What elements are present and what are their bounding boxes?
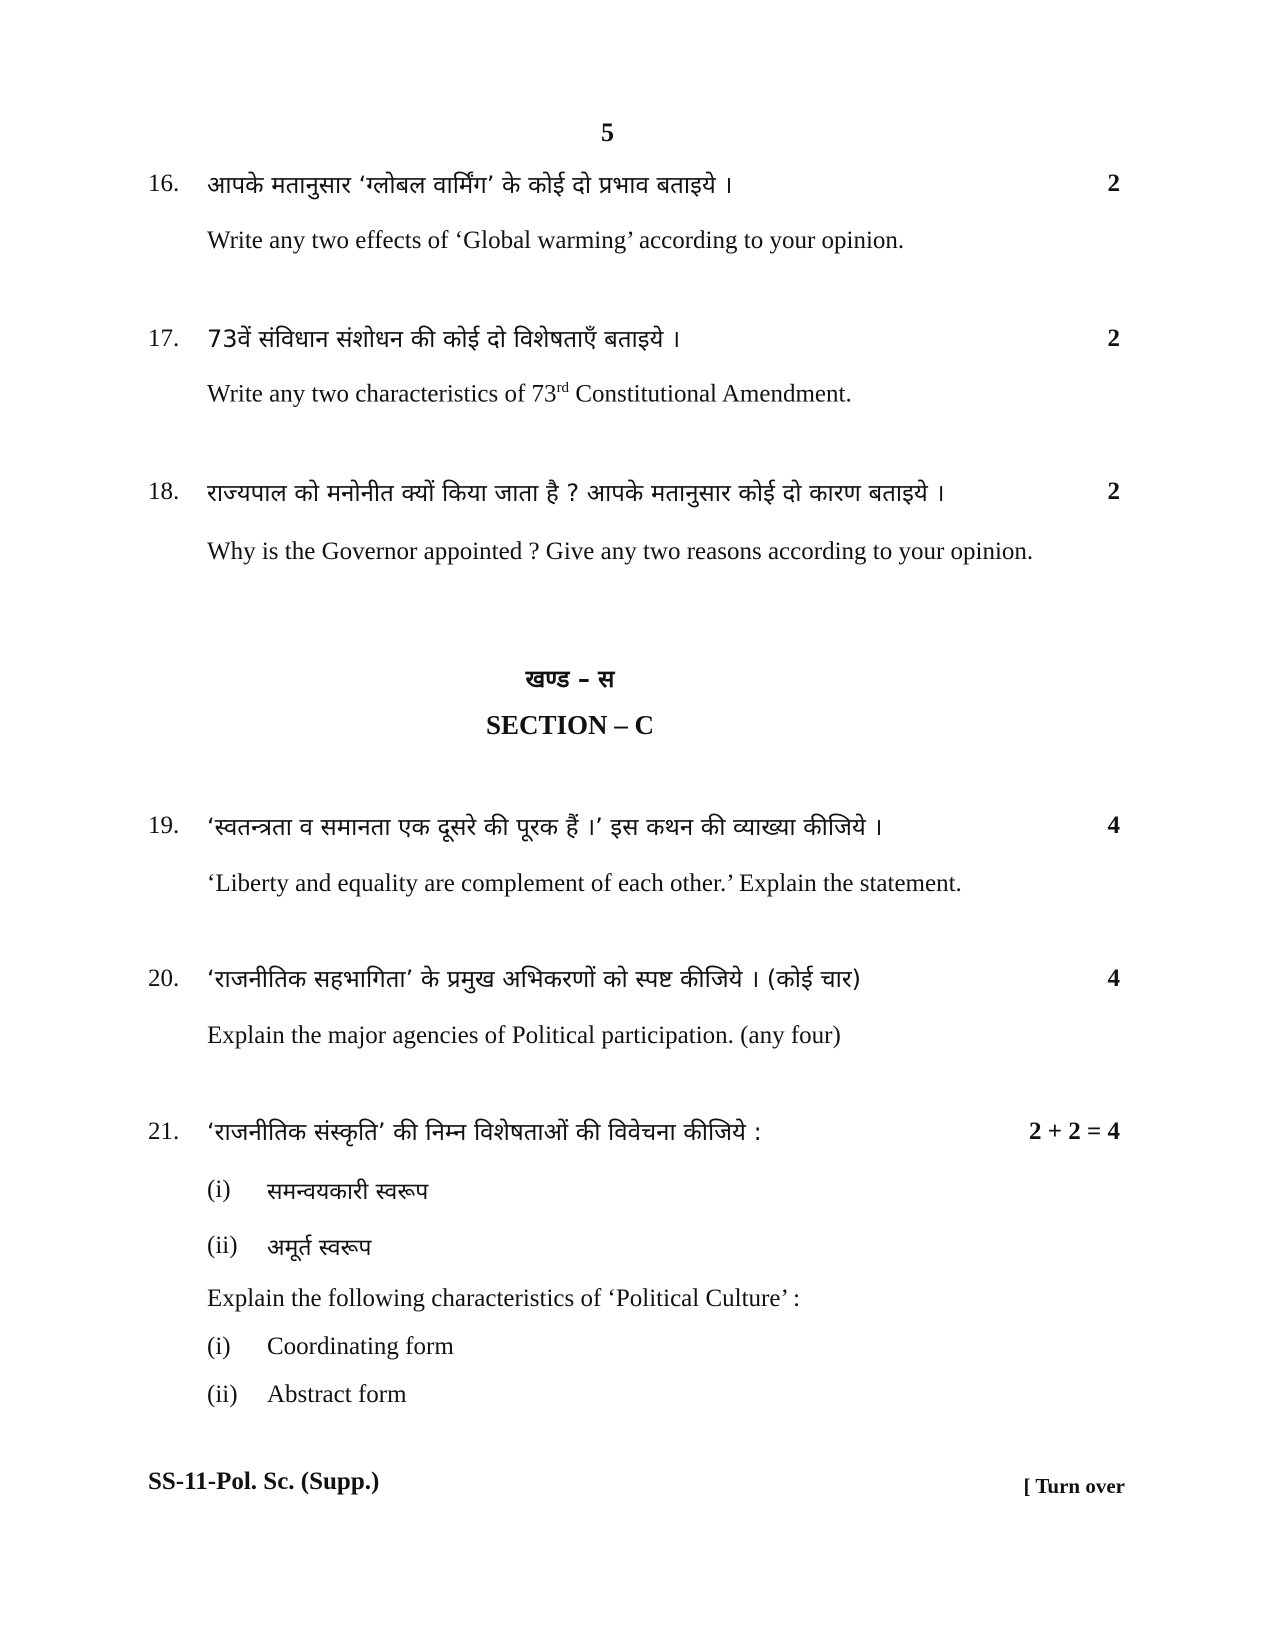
question-21-number: 21. xyxy=(148,1118,180,1145)
question-16-number: 16. xyxy=(148,170,180,197)
question-20-number: 20. xyxy=(148,965,180,992)
question-21-sub-english-2-label: (ii) xyxy=(207,1381,238,1408)
question-21-sub-english-2-text: Abstract form xyxy=(267,1381,407,1408)
question-19-marks: 4 xyxy=(1107,812,1120,839)
question-18-marks: 2 xyxy=(1107,478,1120,505)
question-16-marks: 2 xyxy=(1107,170,1120,197)
question-18-hindi: राज्यपाल को मनोनीत क्यों किया जाता है ? आपके मतानुसार कोई दो कारण बताइये । xyxy=(207,479,945,507)
question-21-sub-hindi-1-label: (i) xyxy=(207,1176,231,1203)
question-17-english-pre: Write any two characteristics of 73 xyxy=(207,380,557,408)
question-21-sub-hindi-2-label: (ii) xyxy=(207,1232,238,1259)
question-21-sub-english-1-text: Coordinating form xyxy=(267,1333,454,1360)
question-18-english: Why is the Governor appointed ? Give any two reasons according to your opinion. xyxy=(207,538,1034,565)
question-17-marks: 2 xyxy=(1107,325,1120,352)
question-16-english: Write any two effects of ‘Global warming’ according to your opinion. xyxy=(207,227,905,254)
question-21-marks: 2 + 2 = 4 xyxy=(1029,1118,1120,1145)
turn-over-note: [ Turn over xyxy=(1023,1474,1125,1498)
question-19-number: 19. xyxy=(148,812,180,839)
question-17-number: 17. xyxy=(148,325,180,352)
question-21-sub-english-1-label: (i) xyxy=(207,1333,231,1360)
question-20-english: Explain the major agencies of Political participation. (any four) xyxy=(207,1022,841,1049)
section-title-english: SECTION – C xyxy=(485,710,655,740)
paper-code: SS-11-Pol. Sc. (Supp.) xyxy=(148,1468,380,1495)
question-19-english: ‘Liberty and equality are complement of each other.’ Explain the statement. xyxy=(207,870,962,897)
question-20-hindi: ‘राजनीतिक सहभागिता’ के प्रमुख अभिकरणों को स्पष्ट कीजिये । (कोई चार) xyxy=(207,965,861,993)
question-18-number: 18. xyxy=(148,478,180,505)
question-16-hindi: आपके मतानुसार ‘ग्लोबल वार्मिंग’ के कोई दो प्रभाव बताइये । xyxy=(207,171,733,199)
question-21-english: Explain the following characteristics of ‘Political Culture’ : xyxy=(207,1285,801,1312)
question-21-sub-hindi-2-text: अमूर्त स्वरूप xyxy=(267,1235,372,1261)
question-21-sub-hindi-1-text: समन्वयकारी स्वरूप xyxy=(267,1179,429,1205)
question-20-marks: 4 xyxy=(1107,965,1120,992)
question-19-hindi: ‘स्वतन्त्रता व समानता एक दूसरे की पूरक हैं ।’ इस कथन की व्याख्या कीजिये । xyxy=(207,813,883,841)
question-17-english xyxy=(207,380,852,408)
page-number: 5 xyxy=(601,118,614,147)
section-title-hindi: खण्ड – स xyxy=(525,665,615,693)
question-21-hindi: ‘राजनीतिक संस्कृति’ की निम्न विशेषताओं की विवेचना कीजिये : xyxy=(207,1118,762,1146)
question-17-english-post: Constitutional Amendment. xyxy=(569,380,852,408)
question-17-hindi: 73वें संविधान संशोधन की कोई दो विशेषताएँ बताइये । xyxy=(207,325,681,353)
question-17-english-sup: rd xyxy=(556,380,570,396)
